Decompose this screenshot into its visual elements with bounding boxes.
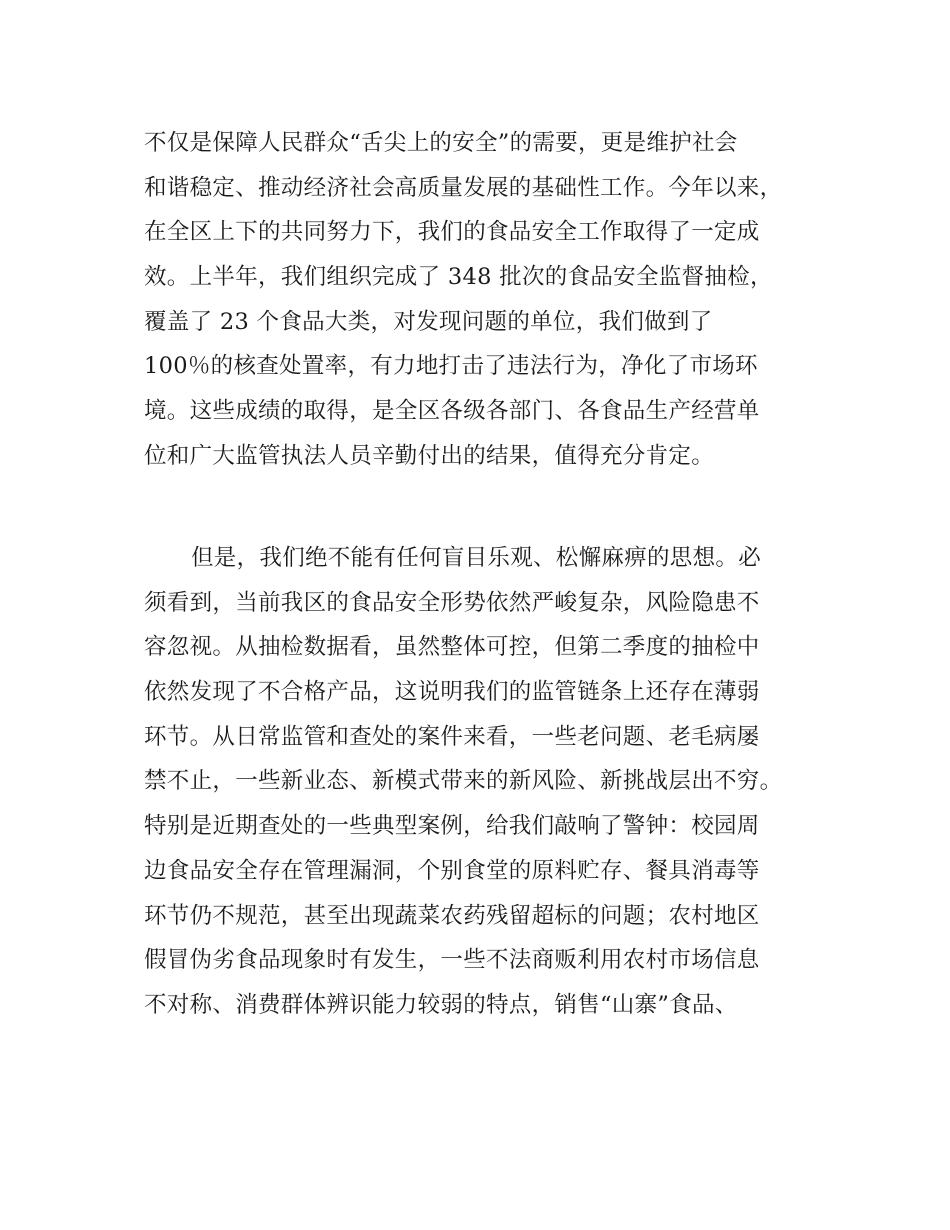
paragraph-line: 100％的核查处置率，有力地打击了违法行为，净化了市场环	[144, 353, 758, 380]
paragraph-line: 覆盖了 23 个食品大类，对发现问题的单位，我们做到了	[144, 308, 713, 335]
paragraph-line: 禁不止，一些新业态、新模式带来的新风险、新挑战层出不穷。	[144, 768, 783, 795]
paragraph-line: 边食品安全存在管理漏洞，个别食堂的原料贮存、餐具消毒等	[144, 857, 760, 884]
paragraph-2	[144, 536, 844, 1028]
paragraph-line: 境。这些成绩的取得，是全区各级各部门、各食品生产经营单	[144, 398, 760, 425]
paragraph-line: 容忽视。从抽检数据看，虽然整体可控，但第二季度的抽检中	[144, 634, 760, 661]
paragraph-line: 但是，我们绝不能有任何盲目乐观、松懈麻痹的思想。必	[191, 545, 762, 571]
paragraph-line: 环节仍不规范，甚至出现蔬菜农药残留超标的问题；农村地区	[144, 902, 760, 929]
paragraph-line: 位和广大监管执法人员辛勤付出的结果，值得充分肯定。	[144, 442, 715, 469]
paragraph-line: 须看到，当前我区的食品安全形势依然严峻复杂，风险隐患不	[144, 589, 760, 616]
paragraph-line: 效。上半年，我们组织完成了 348 批次的食品安全监督抽检，	[144, 264, 773, 291]
paragraph-line: 环节。从日常监管和查处的案件来看，一些老问题、老毛病屡	[144, 723, 760, 750]
paragraph-1	[144, 121, 844, 479]
paragraph-line: 在全区上下的共同努力下，我们的食品安全工作取得了一定成	[144, 219, 760, 246]
paragraph-line: 不对称、消费群体辨识能力较弱的特点，销售“山寨”食品、	[144, 991, 738, 1018]
paragraph-line: 特别是近期查处的一些典型案例，给我们敲响了警钟：校园周	[144, 813, 760, 840]
paragraph-line: 依然发现了不合格产品，这说明我们的监管链条上还存在薄弱	[144, 679, 760, 706]
paragraph-line: 假冒伪劣食品现象时有发生，一些不法商贩利用农村市场信息	[144, 947, 760, 974]
paragraph-line: 不仅是保障人民群众“舌尖上的安全”的需要，更是维护社会	[144, 130, 738, 156]
paragraph-line: 和谐稳定、推动经济社会高质量发展的基础性工作。今年以来，	[144, 174, 783, 201]
